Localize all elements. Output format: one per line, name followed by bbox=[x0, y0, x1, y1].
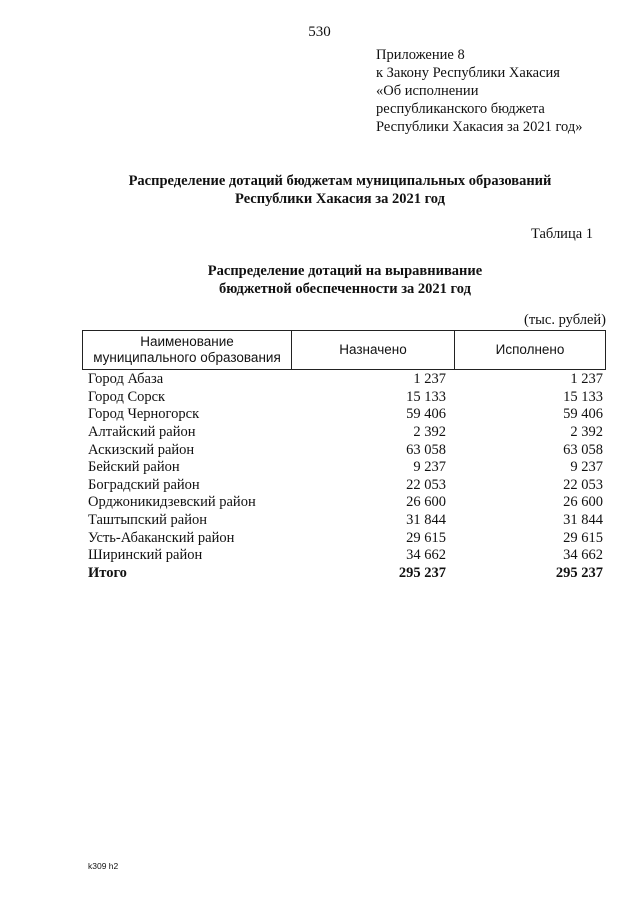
appendix-note bbox=[376, 46, 582, 136]
subtitle-line: бюджетной обеспеченности за 2021 год bbox=[219, 281, 471, 297]
total-assigned: 295 237 bbox=[398, 564, 446, 581]
row-executed: 9 237 bbox=[570, 459, 603, 476]
table-row bbox=[88, 494, 603, 512]
row-executed: 59 406 bbox=[563, 406, 603, 423]
table-row bbox=[88, 389, 603, 407]
table-header bbox=[82, 330, 606, 370]
row-executed: 26 600 bbox=[563, 494, 603, 511]
row-executed: 63 058 bbox=[563, 441, 603, 458]
total-executed: 295 237 bbox=[555, 564, 603, 581]
subtitle-line: Распределение дотаций на выравнивание bbox=[207, 263, 483, 279]
document-title bbox=[60, 172, 620, 208]
appendix-line: «Об исполнении bbox=[376, 83, 479, 99]
row-assigned: 34 662 bbox=[406, 547, 446, 564]
row-assigned: 63 058 bbox=[406, 441, 446, 458]
table-row bbox=[88, 459, 603, 477]
table-row bbox=[88, 406, 603, 424]
header-name-line: муниципального образования bbox=[93, 350, 281, 365]
row-assigned: 2 392 bbox=[413, 424, 446, 441]
table-row bbox=[88, 441, 603, 459]
row-executed: 1 237 bbox=[570, 371, 603, 388]
appendix-line: республиканского бюджета bbox=[376, 101, 545, 117]
row-executed: 31 844 bbox=[563, 512, 603, 529]
row-assigned: 31 844 bbox=[406, 512, 446, 529]
table-label: Таблица 1 bbox=[531, 226, 594, 242]
row-executed: 2 392 bbox=[570, 424, 603, 441]
row-name: Ширинский район bbox=[88, 547, 203, 564]
header-executed-column: Исполнено bbox=[495, 342, 565, 357]
table-body bbox=[88, 371, 603, 582]
title-line: Республики Хакасия за 2021 год bbox=[235, 191, 445, 207]
page-number: 530 bbox=[308, 24, 331, 40]
table-total-row bbox=[88, 565, 603, 583]
row-executed: 15 133 bbox=[563, 388, 603, 405]
row-name: Город Черногорск bbox=[88, 406, 200, 423]
appendix-line: к Закону Республики Хакасия bbox=[376, 65, 560, 81]
row-executed: 22 053 bbox=[563, 476, 603, 493]
table-row bbox=[88, 512, 603, 530]
row-name: Усть-Абаканский район bbox=[88, 529, 235, 546]
table-row bbox=[88, 371, 603, 389]
total-label: Итого bbox=[88, 564, 127, 581]
table-row bbox=[88, 529, 603, 547]
row-name: Таштыпский район bbox=[88, 512, 208, 529]
row-assigned: 22 053 bbox=[406, 476, 446, 493]
header-name-line: Наименование bbox=[140, 334, 234, 349]
appendix-line: Республики Хакасия за 2021 год» bbox=[376, 119, 583, 135]
table-row bbox=[88, 547, 603, 565]
row-executed: 29 615 bbox=[563, 529, 603, 546]
row-name: Орджоникидзевский район bbox=[88, 494, 256, 511]
table-title bbox=[100, 262, 590, 298]
row-assigned: 59 406 bbox=[406, 406, 446, 423]
title-line: Распределение дотаций бюджетам муниципальных образований bbox=[128, 173, 552, 189]
row-name: Бейский район bbox=[88, 459, 180, 476]
row-name: Город Сорск bbox=[88, 388, 166, 405]
appendix-line: Приложение 8 bbox=[376, 47, 465, 63]
table-row bbox=[88, 477, 603, 495]
header-name-column bbox=[83, 331, 292, 369]
row-assigned: 9 237 bbox=[413, 459, 446, 476]
row-assigned: 15 133 bbox=[406, 388, 446, 405]
row-name: Город Абаза bbox=[88, 371, 164, 388]
row-name: Боградский район bbox=[88, 476, 200, 493]
row-name: Аскизский район bbox=[88, 441, 195, 458]
row-assigned: 26 600 bbox=[406, 494, 446, 511]
header-assigned-column: Назначено bbox=[292, 331, 455, 369]
row-assigned: 1 237 bbox=[413, 371, 446, 388]
row-executed: 34 662 bbox=[563, 547, 603, 564]
row-assigned: 29 615 bbox=[406, 529, 446, 546]
row-name: Алтайский район bbox=[88, 424, 196, 441]
units-note: (тыс. рублей) bbox=[524, 312, 606, 328]
footer-code: k309 h2 bbox=[88, 861, 119, 871]
table-row bbox=[88, 424, 603, 442]
